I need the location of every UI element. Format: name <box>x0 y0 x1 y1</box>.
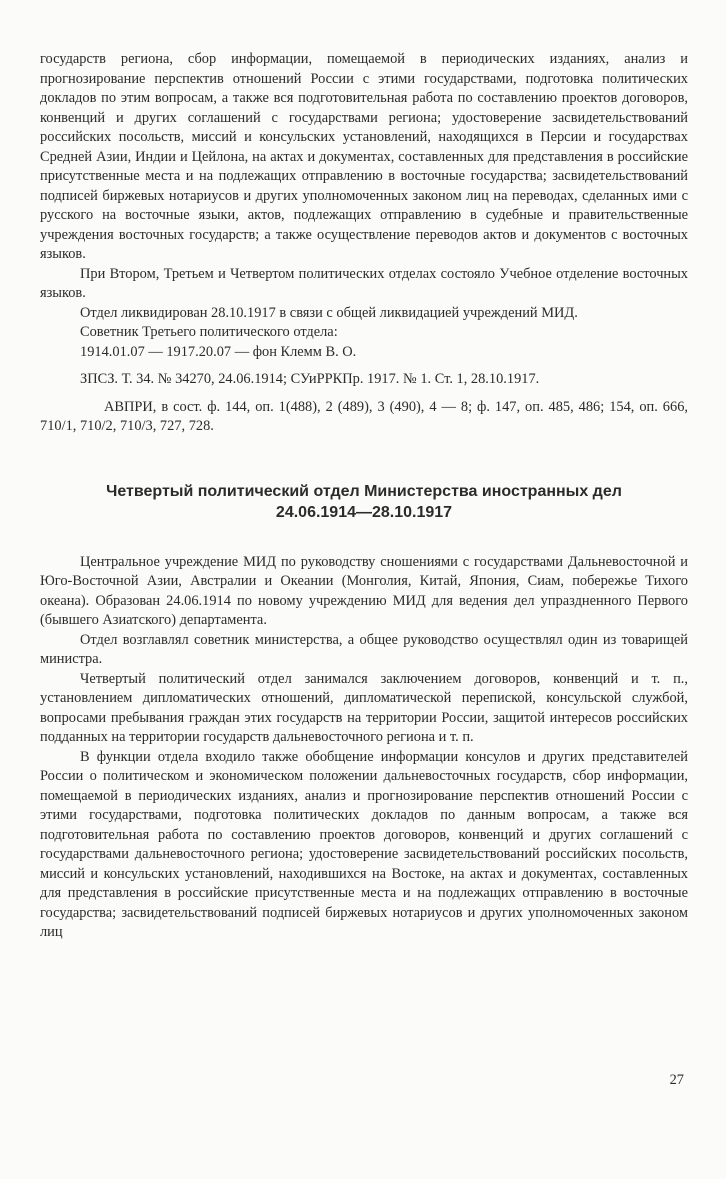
section-dates: 24.06.1914—28.10.1917 <box>275 503 453 521</box>
central-paragraph: Центральное учреждение МИД по руководству сношениями с государствами Дальневосточной и Юго-Восточной Азии, Австралии и Океании (Монголия, Китай, Япония, Сиам, побережье Тихого океана). Образован 24.06.1914 по новому учреждению МИД для ведения дел упраздненного Первого (бывшего Азиатского) департамента. <box>40 553 688 628</box>
adviser-entry: 1914.01.07 — 1917.20.07 — фон Клемм В. О. <box>80 343 357 360</box>
page-number: 27 <box>669 1072 684 1088</box>
continuation-paragraph: государств региона, сбор информации, помещаемой в периодических изданиях, анализ и прогнозирование перспектив отношений России с этими государствами, подготовка политических докладов по этим вопросам, а также вся подготовительная работа по составлению проектов договоров, конвенций и других соглашений с государствами региона; удостоверение засвидетельствований российских посольств, миссий и консульских установлений, находящихся в Персии и государствах Средней Азии, Индии и Цейлона, на актах и документах, составленных для представления в российские присутственные места и на подлежащих отправлению в восточные государства; засвидетельствований подписей биржевых нотариусов и других уполномоченных законом лиц на переводах, сделанных ими с русского на восточные языки, актов, подлежащих отправлению в судебные и правительственные учреждения восточных государств; а также осуществление переводов актов и документов с восточных языков. <box>40 51 688 262</box>
section-heading <box>40 481 688 523</box>
liquidation-paragraph: Отдел ликвидирован 28.10.1917 в связи с общей ликвидацией учреждений МИД. <box>80 304 578 321</box>
head-paragraph: Отдел возглавлял советник министерства, а общее руководство осуществлял один из товарищей министра. <box>40 631 688 667</box>
text-column <box>40 50 688 943</box>
adviser-label: Советник Третьего политического отдела: <box>80 324 338 340</box>
school-paragraph: При Втором, Третьем и Четвертом политических отделах состояло Учебное отделение восточных языков. <box>40 265 688 301</box>
tasks-paragraph: Четвертый политический отдел занимался заключением договоров, конвенций и т. п., установлением дипломатических отношений, дипломатической перепиской, консульской службой, вопросами пребывания граждан этих государств на территории России, защитой интересов российских подданных на территории государств дальневосточного региона и т. п. <box>40 670 688 745</box>
references-archive: АВПРИ, в сост. ф. 144, оп. 1(488), 2 (489), 3 (490), 4 — 8; ф. 147, оп. 485, 486; 154, оп. 666, 710/1, 710/2, 710/3, 727, 728. <box>40 398 688 434</box>
functions-paragraph: В функции отдела входило также обобщение информации консулов и других представителей России о политическом и экономическом положении дальневосточных государств, сбор информации, помещаемой в периодических изданиях, анализ и прогнозирование перспектив отношений России с этими государствами, подготовка политических докладов по данным вопросам, а также вся подготовительная работа по составлению проектов договоров, конвенций и других соглашений с государствами дальневосточного региона; удостоверение засвидетельствований российских посольств, миссий и консульских установлений, находившихся на Востоке, на актах и документах, составленных для представления в российские присутственные места и на подлежащих отправлению в восточные государства; засвидетельствований подписей биржевых нотариусов и других уполномоченных законом лиц <box>40 748 688 940</box>
section-title: Четвертый политический отдел Министерства иностранных дел <box>106 482 622 500</box>
references-laws: ЗПСЗ. Т. 34. № 34270, 24.06.1914; СУиРРКПр. 1917. № 1. Ст. 1, 28.10.1917. <box>80 371 540 387</box>
